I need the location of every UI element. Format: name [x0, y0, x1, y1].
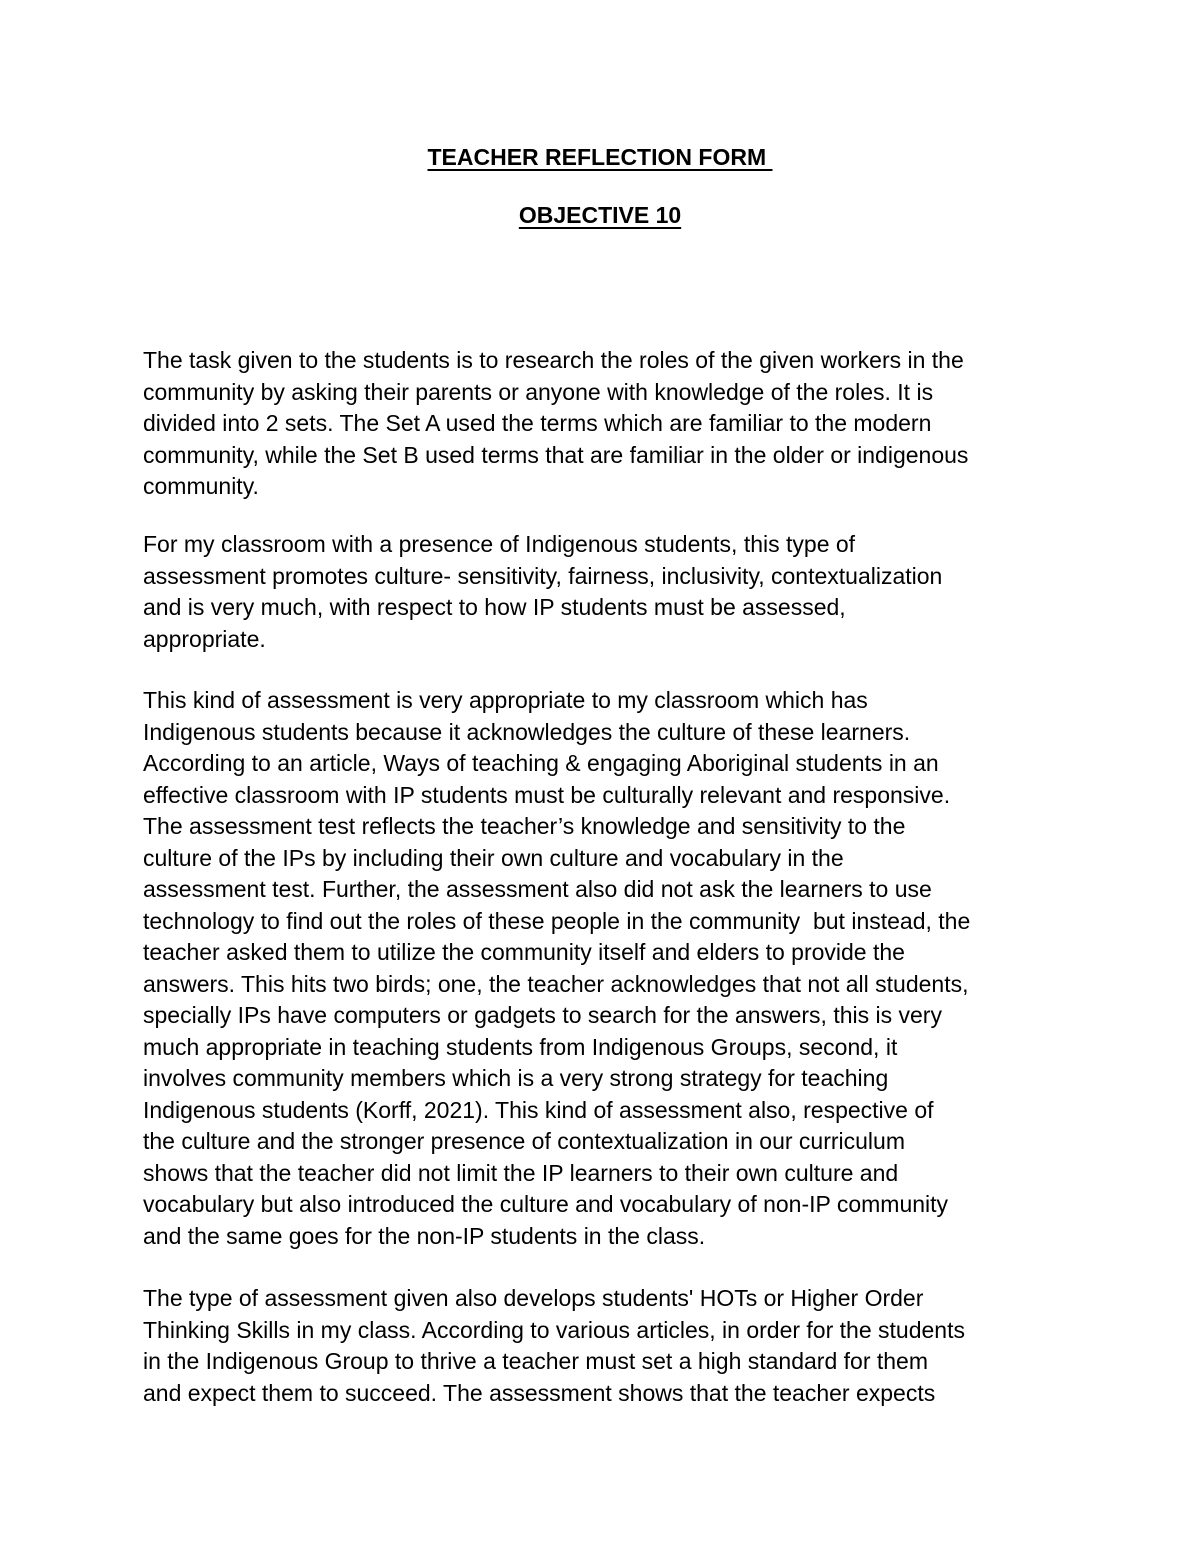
paragraph-line: assessment promotes culture- sensitivity, fairness, inclusivity, contextualization — [143, 562, 943, 589]
paragraph-line: The task given to the students is to research the roles of the given workers in the — [143, 347, 964, 373]
paragraph-line: the culture and the stronger presence of contextualization in our curriculum — [143, 1128, 905, 1154]
paragraph-line: assessment test. Further, the assessment also did not ask the learners to use — [143, 876, 932, 902]
paragraph-3 — [143, 685, 970, 1252]
paragraph-line: and is very much, with respect to how IP students must be assessed, — [143, 594, 846, 620]
paragraph-line: specially IPs have computers or gadgets to search for the answers, this is very — [143, 1002, 942, 1028]
paragraph-line: Indigenous students because it acknowledges the culture of these learners. — [143, 718, 911, 745]
paragraph-line: involves community members which is a very strong strategy for teaching — [143, 1065, 889, 1091]
paragraph-2 — [143, 529, 942, 655]
paragraph-line: teacher asked them to utilize the community itself and elders to provide the — [143, 939, 905, 965]
paragraph-line: community, while the Set B used terms that are familiar in the older or indigenous — [143, 441, 969, 468]
paragraph-line: vocabulary but also introduced the culture and vocabulary of non-IP community — [143, 1191, 949, 1217]
paragraph-line: answers. This hits two birds; one, the teacher acknowledges that not all students, — [143, 970, 969, 997]
paragraph-4 — [143, 1283, 965, 1409]
paragraph-line: For my classroom with a presence of Indigenous students, this type of — [143, 531, 856, 557]
document-subtitle: OBJECTIVE 10 — [518, 202, 682, 228]
paragraph-line: much appropriate in teaching students from Indigenous Groups, second, it — [143, 1033, 898, 1060]
paragraph-line: and expect them to succeed. The assessment shows that the teacher expects — [143, 1379, 936, 1406]
paragraph-line: effective classroom with IP students must be culturally relevant and responsive. — [143, 781, 951, 808]
paragraph-line: Indigenous students (Korff, 2021). This kind of assessment also, respective of — [143, 1096, 934, 1123]
document-title: TEACHER REFLECTION FORM — [427, 144, 773, 170]
paragraph-1 — [143, 345, 968, 503]
paragraph-line: appropriate. — [143, 625, 266, 652]
paragraph-line: culture of the IPs by including their own culture and vocabulary in the — [143, 844, 844, 871]
paragraph-line: This kind of assessment is very appropriate to my classroom which has — [143, 687, 868, 713]
paragraph-line: and the same goes for the non-IP students in the class. — [143, 1222, 706, 1249]
paragraph-line: technology to find out the roles of these people in the community but instead, the — [143, 907, 971, 934]
paragraph-line: The assessment test reflects the teacher’s knowledge and sensitivity to the — [143, 813, 906, 839]
paragraph-line: shows that the teacher did not limit the IP learners to their own culture and — [143, 1159, 899, 1186]
paragraph-line: Thinking Skills in my class. According to various articles, in order for the students — [143, 1316, 965, 1343]
paragraph-line: According to an article, Ways of teaching & engaging Aboriginal students in an — [143, 750, 939, 776]
paragraph-line: community. — [143, 473, 259, 499]
paragraph-line: The type of assessment given also develops students' HOTs or Higher Order — [143, 1285, 924, 1311]
paragraph-line: divided into 2 sets. The Set A used the terms which are familiar to the modern — [143, 410, 932, 436]
paragraph-line: in the Indigenous Group to thrive a teacher must set a high standard for them — [143, 1348, 929, 1374]
paragraph-line: community by asking their parents or anyone with knowledge of the roles. It is — [143, 378, 934, 405]
